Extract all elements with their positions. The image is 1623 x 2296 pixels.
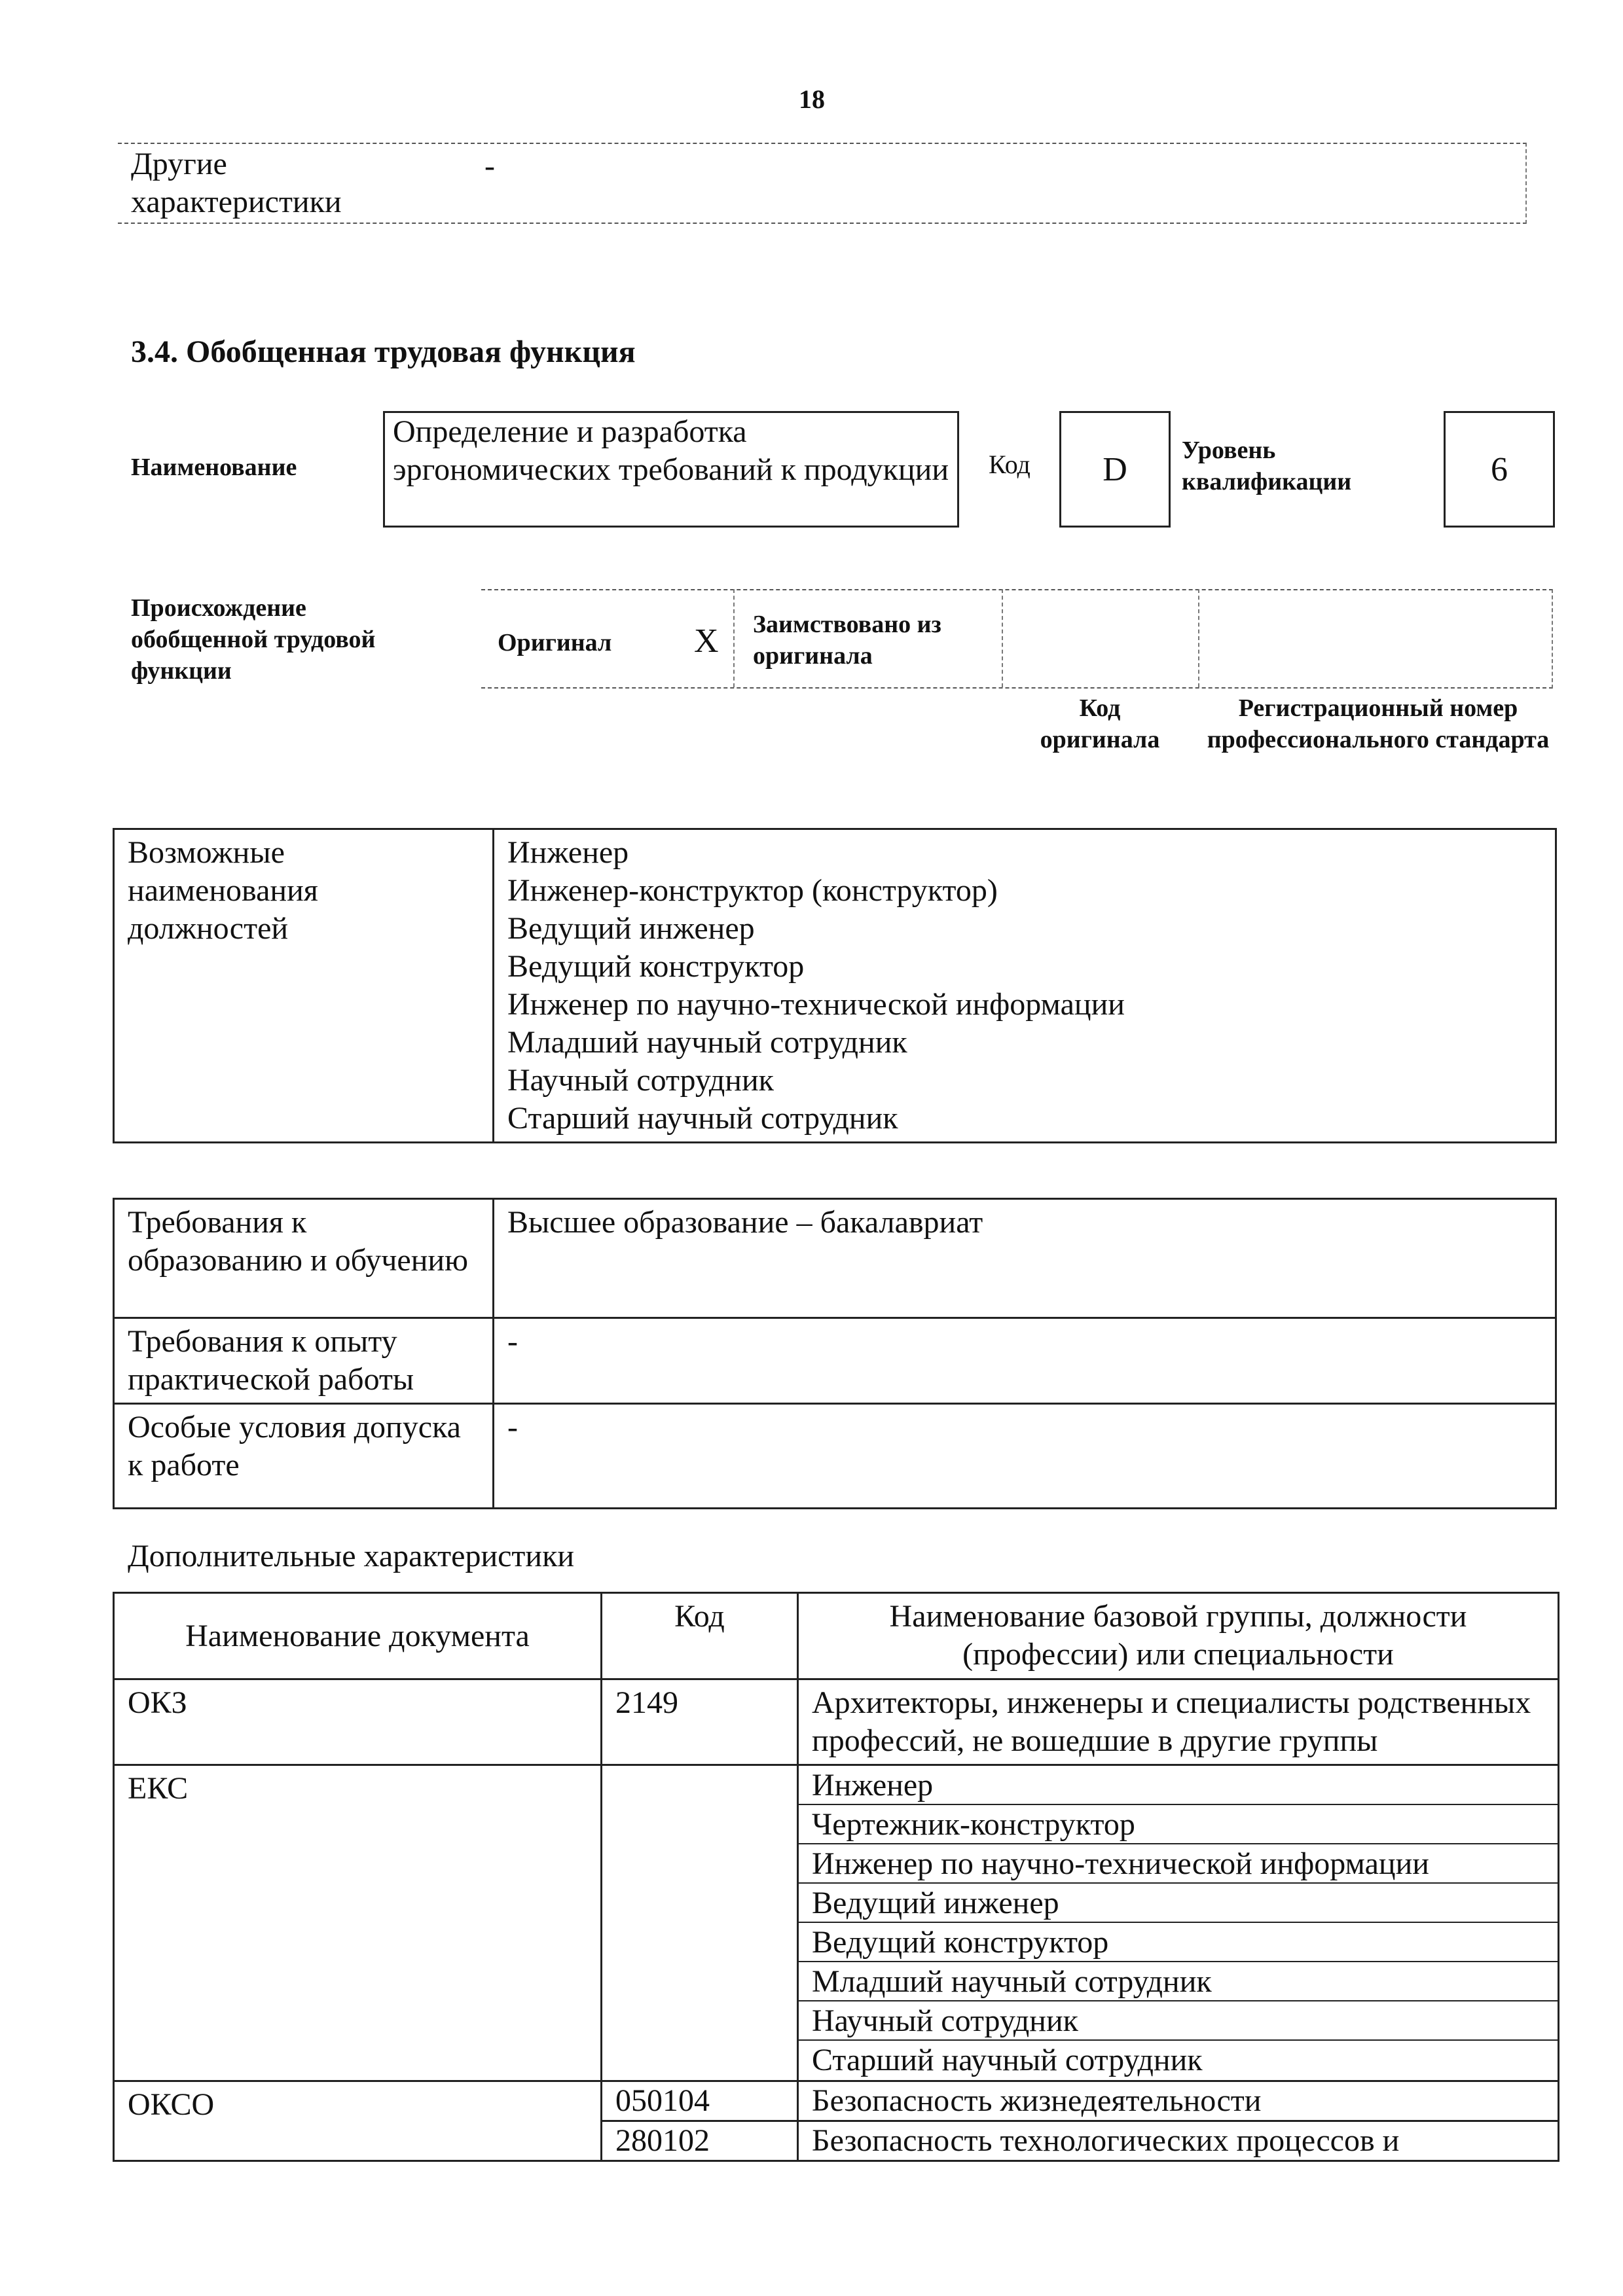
position-item: Инженер-конструктор (конструктор) <box>507 873 998 908</box>
registration-number-caption: Регистрационный номер профессионального стандарта <box>1207 694 1550 753</box>
function-name-label: Наименование <box>131 454 297 481</box>
eks-item: Ведущий конструктор <box>799 1923 1558 1962</box>
okso-code: 280102 <box>602 2121 798 2161</box>
position-item: Ведущий инженер <box>507 911 755 946</box>
eks-item: Ведущий инженер <box>799 1884 1558 1923</box>
origin-borrowed-label: Заимствовано из оригинала <box>753 611 941 670</box>
eks-item: Старший научный сотрудник <box>812 2043 1203 2077</box>
original-code-caption: Код оригинала <box>1040 694 1160 753</box>
header-name: Наименование базовой группы, должности (профессии) или специальности <box>798 1593 1559 1679</box>
eks-code <box>602 1765 798 2081</box>
origin-frame <box>481 589 1553 689</box>
eks-item: Научный сотрудник <box>799 2001 1558 2041</box>
header-code: Код <box>602 1593 798 1679</box>
eks-item: Инженер по научно-технической информации <box>799 1844 1558 1884</box>
position-item: Научный сотрудник <box>507 1063 774 1098</box>
okz-name: Архитекторы, инженеры и специалисты родственных профессий, не вошедшие в другие группы <box>798 1679 1559 1765</box>
position-item: Младший научный сотрудник <box>507 1025 907 1060</box>
header-document: Наименование документа <box>114 1593 602 1679</box>
requirement-value: Высшее образование – бакалавриат <box>494 1199 1556 1318</box>
eks-item: Инженер <box>799 1766 1558 1805</box>
positions-table <box>113 828 1557 1143</box>
extra-characteristics-title: Дополнительные характеристики <box>128 1539 575 1573</box>
okso-code: 050104 <box>602 2081 798 2121</box>
origin-divider <box>1198 589 1199 687</box>
eks-item: Младший научный сотрудник <box>799 1962 1558 2001</box>
other-characteristics-label: Другие характеристики <box>131 147 342 219</box>
other-characteristics-value: - <box>484 149 495 183</box>
requirement-value: - <box>494 1404 1556 1509</box>
origin-divider <box>733 589 735 687</box>
positions-list <box>494 829 1556 1143</box>
requirement-value: - <box>494 1318 1556 1404</box>
function-code-label: Код <box>989 450 1030 479</box>
position-item: Старший научный сотрудник <box>507 1101 898 1136</box>
positions-label: Возможные наименования должностей <box>114 829 494 1143</box>
eks-item: Чертежник-конструктор <box>799 1805 1558 1844</box>
requirement-label: Требования к опыту практической работы <box>114 1318 494 1404</box>
qualification-level-label: Уровень квалификации <box>1182 437 1352 495</box>
eks-doc: ЕКС <box>114 1765 602 2081</box>
function-code-value: D <box>1059 411 1171 528</box>
okso-name: Безопасность технологических процессов и <box>798 2121 1559 2161</box>
position-item: Ведущий конструктор <box>507 949 805 984</box>
okso-doc: ОКСО <box>114 2081 602 2161</box>
section-title: 3.4. Обобщенная трудовая функция <box>131 334 636 369</box>
origin-original-label: Оригинал <box>498 629 612 656</box>
position-item: Инженер по научно-технической информации <box>507 987 1125 1022</box>
requirement-label: Особые условия допуска к работе <box>114 1404 494 1509</box>
position-item: Инженер <box>507 835 629 870</box>
page-number: 18 <box>799 84 825 114</box>
okz-doc: ОКЗ <box>114 1679 602 1765</box>
origin-mark: X <box>694 622 719 660</box>
origin-label: Происхождение обобщенной трудовой функции <box>131 594 376 685</box>
okz-code: 2149 <box>602 1679 798 1765</box>
extra-characteristics-table <box>113 1592 1559 2162</box>
origin-divider <box>1002 589 1003 687</box>
qualification-level-value: 6 <box>1444 411 1555 528</box>
eks-list <box>798 1765 1559 2081</box>
requirements-table <box>113 1198 1557 1509</box>
okso-name: Безопасность жизнедеятельности <box>798 2081 1559 2121</box>
requirement-label: Требования к образованию и обучению <box>114 1199 494 1318</box>
function-name-value: Определение и разработка эргономических требований к продукции <box>383 411 959 528</box>
